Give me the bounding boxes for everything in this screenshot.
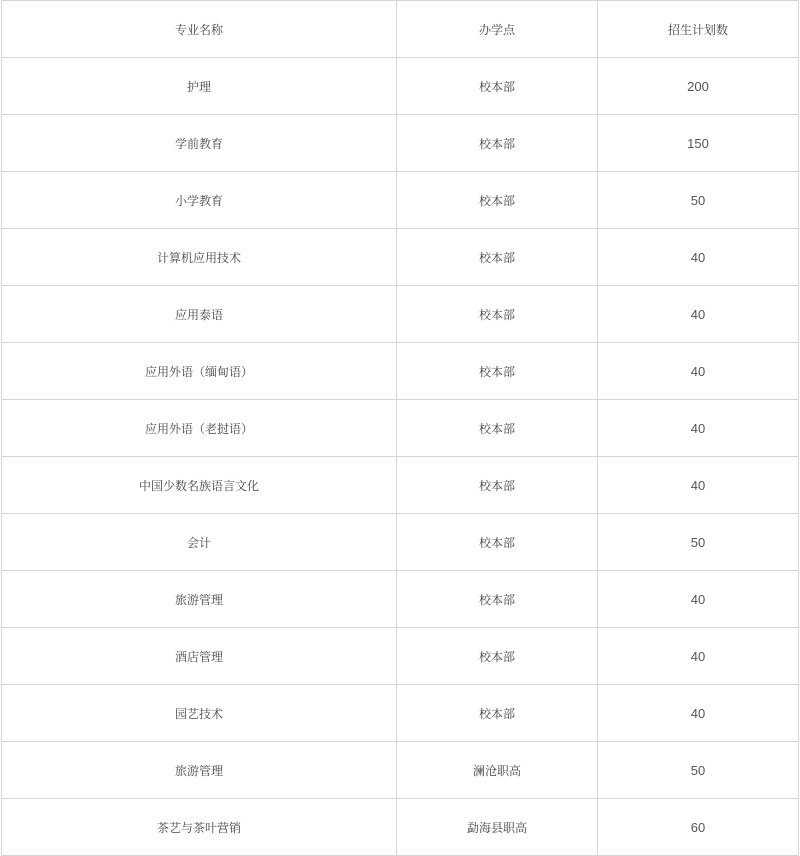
- campus-cell: 校本部: [397, 343, 598, 400]
- quota-cell: 50: [598, 742, 799, 799]
- quota-cell: 40: [598, 628, 799, 685]
- quota-cell: 40: [598, 400, 799, 457]
- table-row: [2, 457, 799, 514]
- major-name-cell: 酒店管理: [2, 628, 397, 685]
- enrollment-plan-table: [1, 0, 799, 856]
- table-row: [2, 172, 799, 229]
- quota-cell: 40: [598, 229, 799, 286]
- header-enrollment-quota: 招生计划数: [598, 1, 799, 58]
- campus-cell: 校本部: [397, 628, 598, 685]
- campus-cell: 校本部: [397, 457, 598, 514]
- table-row: [2, 343, 799, 400]
- quota-cell: 200: [598, 58, 799, 115]
- table-row: [2, 571, 799, 628]
- major-name-cell: 学前教育: [2, 115, 397, 172]
- quota-cell: 40: [598, 685, 799, 742]
- table-row: [2, 400, 799, 457]
- table-row: [2, 685, 799, 742]
- campus-cell: 校本部: [397, 571, 598, 628]
- major-name-cell: 茶艺与茶叶营销: [2, 799, 397, 856]
- major-name-cell: 护理: [2, 58, 397, 115]
- major-name-cell: 应用外语（缅甸语）: [2, 343, 397, 400]
- table-row: [2, 742, 799, 799]
- campus-cell: 校本部: [397, 685, 598, 742]
- table-row: [2, 628, 799, 685]
- campus-cell: 校本部: [397, 58, 598, 115]
- quota-cell: 50: [598, 172, 799, 229]
- campus-cell: 勐海县职高: [397, 799, 598, 856]
- major-name-cell: 中国少数名族语言文化: [2, 457, 397, 514]
- campus-cell: 校本部: [397, 286, 598, 343]
- campus-cell: 校本部: [397, 172, 598, 229]
- quota-cell: 50: [598, 514, 799, 571]
- table-header-row: [2, 1, 799, 58]
- header-major-name: 专业名称: [2, 1, 397, 58]
- major-name-cell: 园艺技术: [2, 685, 397, 742]
- table-row: [2, 229, 799, 286]
- table-row: [2, 58, 799, 115]
- major-name-cell: 会计: [2, 514, 397, 571]
- campus-cell: 校本部: [397, 514, 598, 571]
- quota-cell: 60: [598, 799, 799, 856]
- quota-cell: 150: [598, 115, 799, 172]
- major-name-cell: 计算机应用技术: [2, 229, 397, 286]
- campus-cell: 校本部: [397, 400, 598, 457]
- major-name-cell: 旅游管理: [2, 742, 397, 799]
- table-row: [2, 115, 799, 172]
- quota-cell: 40: [598, 571, 799, 628]
- campus-cell: 校本部: [397, 115, 598, 172]
- major-name-cell: 小学教育: [2, 172, 397, 229]
- major-name-cell: 旅游管理: [2, 571, 397, 628]
- quota-cell: 40: [598, 457, 799, 514]
- quota-cell: 40: [598, 343, 799, 400]
- table-row: [2, 286, 799, 343]
- table-row: [2, 799, 799, 856]
- major-name-cell: 应用外语（老挝语）: [2, 400, 397, 457]
- campus-cell: 校本部: [397, 229, 598, 286]
- campus-cell: 澜沧职高: [397, 742, 598, 799]
- quota-cell: 40: [598, 286, 799, 343]
- header-campus: 办学点: [397, 1, 598, 58]
- table-body: [2, 1, 799, 856]
- major-name-cell: 应用泰语: [2, 286, 397, 343]
- table-row: [2, 514, 799, 571]
